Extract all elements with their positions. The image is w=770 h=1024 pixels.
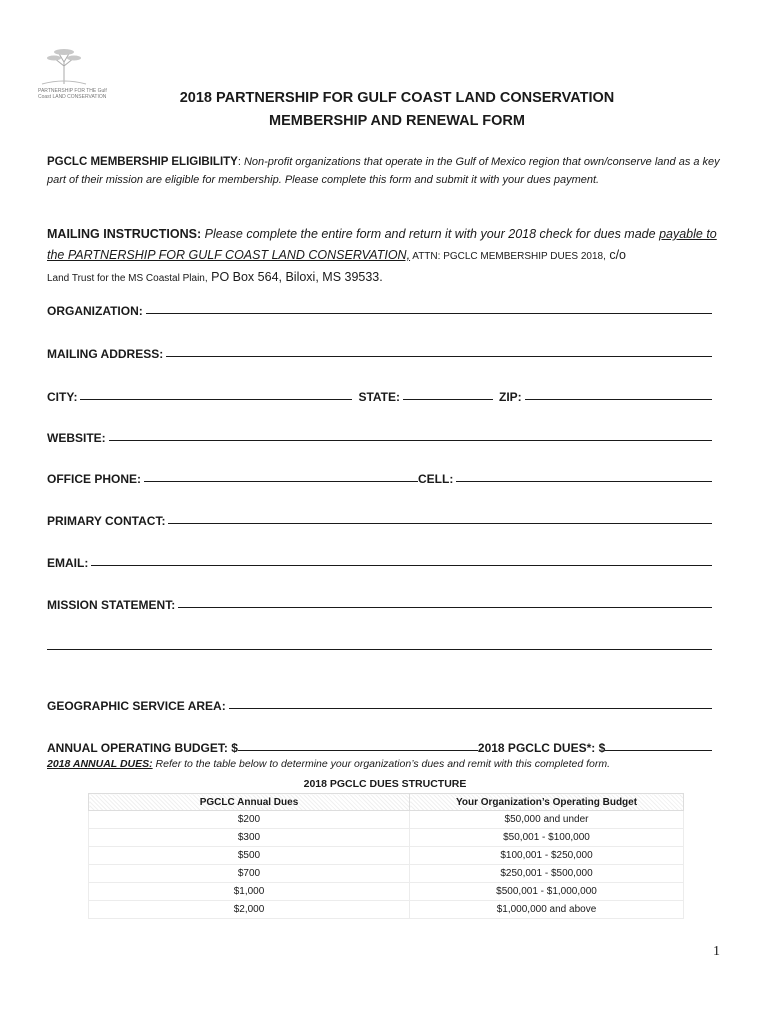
budget-cell: $50,001 - $100,000 xyxy=(410,829,684,847)
email-field[interactable] xyxy=(91,564,712,566)
email-row xyxy=(47,550,712,570)
cell-field[interactable] xyxy=(456,480,712,482)
form-title-line1: 2018 PARTNERSHIP FOR GULF COAST LAND CONSERVATION xyxy=(179,90,615,106)
annual-dues-body: Refer to the table below to determine your organization’s dues and remit with this completed form. xyxy=(152,758,611,770)
mission-statement-row xyxy=(47,592,712,612)
mailing-payable: payable to the PARTNERSHIP FOR GULF COAST LAND CONSERVATION, xyxy=(47,227,717,262)
mission-statement-field[interactable] xyxy=(178,606,712,608)
mission-statement-field-line2[interactable] xyxy=(47,648,712,650)
geographic-service-area-field[interactable] xyxy=(229,707,712,709)
mailing-address-label: MAILING ADDRESS: xyxy=(47,347,164,361)
mailing-trust: Land Trust for the MS Coastal Plain, xyxy=(47,273,208,284)
mailing-address-field[interactable] xyxy=(166,355,712,357)
budget-dues-row xyxy=(47,735,712,755)
table-header-row xyxy=(89,794,684,811)
primary-contact-field[interactable] xyxy=(168,522,712,524)
mission-statement-continued-row xyxy=(47,634,712,654)
mailing-co: c/o xyxy=(605,248,626,262)
budget-cell: $500,001 - $1,000,000 xyxy=(410,883,684,901)
eligibility-paragraph xyxy=(47,153,737,189)
table-row xyxy=(89,883,684,901)
email-label: EMAIL: xyxy=(47,556,89,570)
dues-cell: $1,000 xyxy=(89,883,410,901)
state-field[interactable] xyxy=(403,398,493,400)
form-title-line2: MEMBERSHIP AND RENEWAL FORM xyxy=(269,113,525,129)
budget-cell: $100,001 - $250,000 xyxy=(410,847,684,865)
office-phone-field[interactable] xyxy=(144,480,418,482)
annual-dues-note xyxy=(47,758,747,770)
table-row xyxy=(89,847,684,865)
dues-cell: $2,000 xyxy=(89,901,410,919)
dues-cell: $500 xyxy=(89,847,410,865)
page-number: 1 xyxy=(713,944,720,959)
office-phone-label: OFFICE PHONE: xyxy=(47,472,142,486)
primary-contact-row xyxy=(47,508,712,528)
budget-cell: $50,000 and under xyxy=(410,811,684,829)
tree-logo-icon xyxy=(34,44,94,86)
city-field[interactable] xyxy=(80,398,352,400)
mailing-heading: MAILING INSTRUCTIONS: xyxy=(47,227,202,241)
annual-budget-label: ANNUAL OPERATING BUDGET: $ xyxy=(47,741,238,755)
dues-structure-title: 2018 PGCLC DUES STRUCTURE xyxy=(303,778,467,790)
city-state-zip-row xyxy=(47,384,712,404)
dues-field[interactable] xyxy=(605,749,712,751)
city-label: CITY: xyxy=(47,390,78,404)
mailing-instructions xyxy=(47,224,737,289)
dues-label: 2018 PGCLC DUES*: $ xyxy=(477,741,606,755)
dues-structure-table xyxy=(88,793,684,919)
zip-label: ZIP: xyxy=(499,390,522,404)
phone-row xyxy=(47,466,712,486)
table-row xyxy=(89,829,684,847)
website-row xyxy=(47,425,712,445)
dues-cell: $300 xyxy=(89,829,410,847)
dues-cell: $700 xyxy=(89,865,410,883)
mailing-address: PO Box 564, Biloxi, MS 39533. xyxy=(207,270,383,284)
primary-contact-label: PRIMARY CONTACT: xyxy=(47,514,166,528)
website-field[interactable] xyxy=(109,439,712,441)
mailing-attn: ATTN: PGCLC MEMBERSHIP DUES 2018, xyxy=(410,251,606,262)
cell-label: CELL: xyxy=(418,472,454,486)
logo-text: PARTNERSHIP FOR THE Gulf Coast LAND CONSERVATION xyxy=(38,88,107,100)
mailing-italic: Please complete the entire form and return it with your 2018 check for dues made xyxy=(201,227,660,241)
annual-budget-field[interactable] xyxy=(238,749,478,751)
table-header-dues: PGCLC Annual Dues xyxy=(89,794,410,811)
zip-field[interactable] xyxy=(525,398,712,400)
table-row xyxy=(89,865,684,883)
geographic-service-area-row xyxy=(47,693,712,713)
organization-field[interactable] xyxy=(146,312,712,314)
eligibility-body: Non-profit organizations that operate in the Gulf of Mexico region that own/conserve land as a key part of their mission are eligible for membership. Please complete this form and submit it with your dues payment. xyxy=(47,156,720,186)
geographic-service-area-label: GEOGRAPHIC SERVICE AREA: xyxy=(47,699,226,713)
eligibility-heading: PGCLC MEMBERSHIP ELIGIBILITY xyxy=(47,156,238,168)
annual-dues-heading: 2018 ANNUAL DUES: xyxy=(47,758,153,770)
organization-label: ORGANIZATION: xyxy=(47,304,143,318)
table-row xyxy=(89,811,684,829)
table-row xyxy=(89,901,684,919)
budget-cell: $250,001 - $500,000 xyxy=(410,865,684,883)
state-label: STATE: xyxy=(358,390,401,404)
table-header-budget: Your Organization’s Operating Budget xyxy=(410,794,684,811)
website-label: WEBSITE: xyxy=(47,431,106,445)
mailing-address-row xyxy=(47,341,712,361)
organization-row xyxy=(47,298,712,318)
dues-cell: $200 xyxy=(89,811,410,829)
eligibility-colon: : xyxy=(237,156,244,168)
budget-cell: $1,000,000 and above xyxy=(410,901,684,919)
mission-statement-label: MISSION STATEMENT: xyxy=(47,598,176,612)
